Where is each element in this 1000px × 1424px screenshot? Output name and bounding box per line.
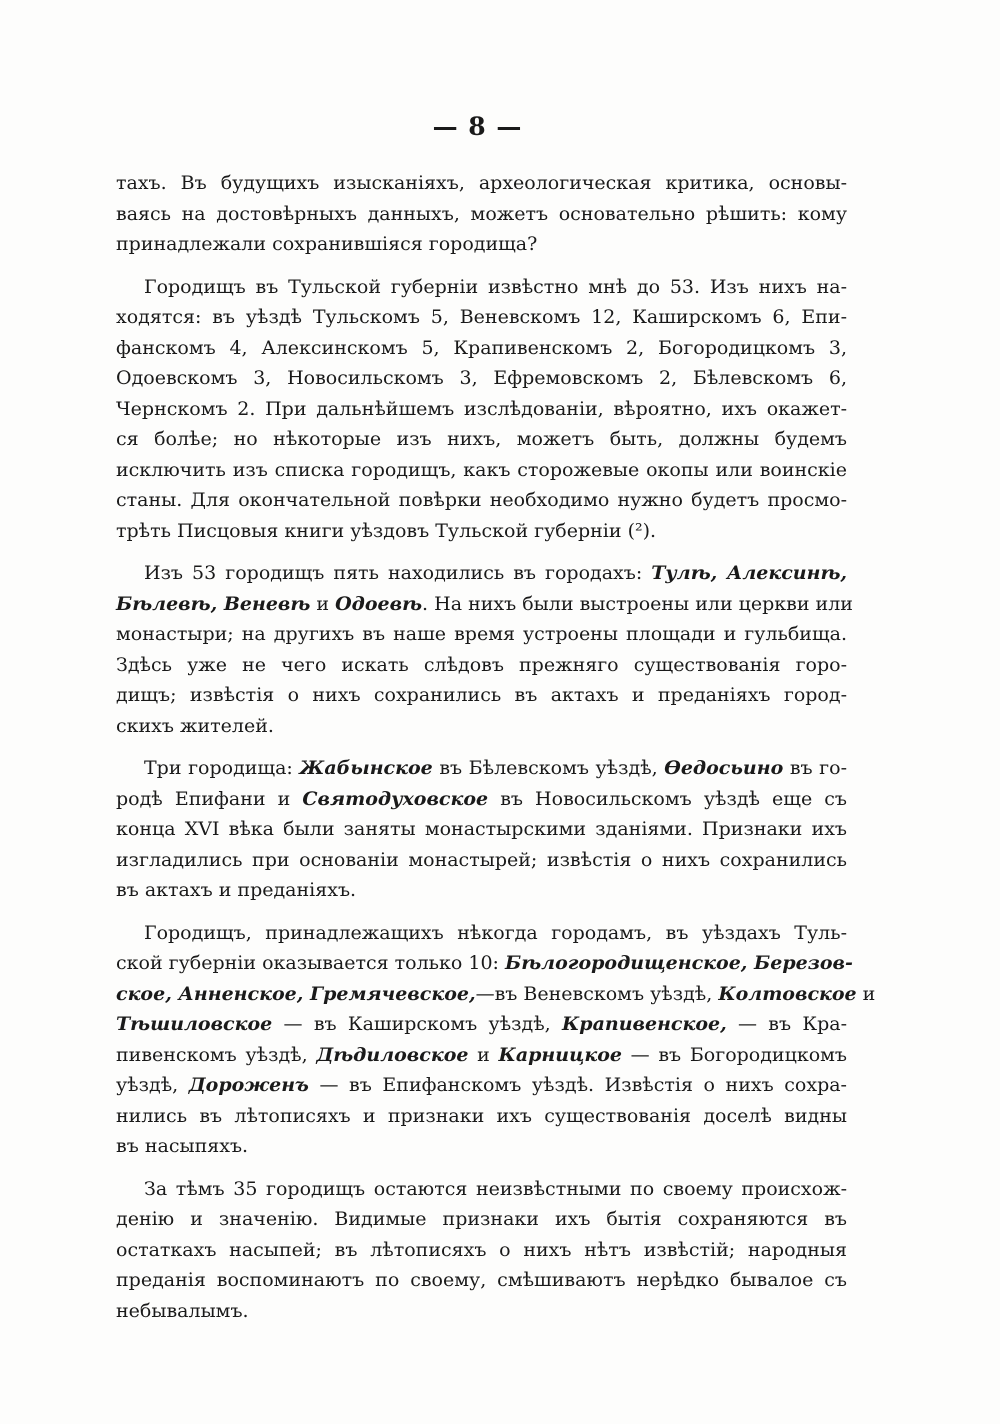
text-line [116, 302, 847, 333]
text-line [116, 333, 847, 364]
emphasized-name: Бѣлевѣ, Веневѣ [116, 592, 311, 615]
text-segment: Чернскомъ 2. При дальнѣйшемъ изслѣдованiи, вѣроятно, ихъ окажет- [116, 397, 847, 420]
text-segment: монастыри; на другихъ въ наше время устроены площади и гульбища. [116, 623, 847, 645]
text-segment: остаткахъ насыпей; въ лѣтописяхъ о нихъ нѣтъ извѣстiй; народныя [116, 1238, 847, 1261]
emphasized-name: Тулѣ, Алексинѣ, [651, 562, 847, 584]
text-segment: изгладились при основанiи монастырей; извѣстiя о нихъ сохранились [116, 848, 847, 871]
emphasized-name: Крапивенское, [562, 1013, 727, 1035]
text-line [116, 516, 847, 547]
paragraph [116, 918, 876, 1162]
text-line [116, 979, 876, 1010]
text-segment: въ Бѣлевскомъ уѣздѣ, [432, 757, 665, 779]
emphasized-name: Ѳедосьино [664, 757, 784, 779]
emphasized-name: Дороженъ [188, 1074, 309, 1096]
text-line [116, 784, 847, 815]
text-line [116, 1174, 847, 1205]
text-line [116, 424, 847, 455]
text-segment: . На нихъ были выстроены или церкви или [422, 592, 853, 615]
text-segment: денiю и значенiю. Видимые признаки ихъ бытiя сохраняются въ [116, 1208, 847, 1230]
text-segment: въ насыпяхъ. [116, 1135, 249, 1157]
text-segment: преданiя воспоминаютъ по своему, смѣшиваютъ нерѣдко бывалое съ [116, 1269, 847, 1291]
text-segment: въ го- [783, 757, 847, 779]
text-segment: родѣ Епифани и [116, 787, 303, 810]
text-line [116, 918, 847, 949]
text-segment: — въ Кра- [726, 1013, 847, 1035]
text-line [116, 272, 847, 303]
text-segment: скихъ жителей. [116, 714, 274, 737]
text-segment: ской губернiи оказывается только 10: [116, 952, 505, 974]
text-line [116, 589, 853, 620]
text-line [116, 1131, 847, 1162]
text-segment: — въ Епифанскомъ уѣздѣ. Извѣстiя о нихъ сохра- [308, 1074, 847, 1096]
text-segment: ваясь на достовѣрныхъ данныхъ, можетъ основательно рѣшить: кому [116, 202, 847, 225]
text-segment: и [310, 592, 336, 615]
text-line [116, 199, 847, 230]
text-line [116, 229, 847, 260]
text-segment: исключить изъ списка городищъ, какъ сторожевые окопы или воинскiе [116, 458, 847, 481]
text-line [116, 711, 847, 742]
paragraph [116, 558, 853, 741]
text-segment: Городищъ въ Тульской губернiи извѣстно мнѣ до 53. Изъ нихъ на- [144, 275, 847, 298]
text-segment: пивенскомъ уѣздѣ, [116, 1043, 317, 1066]
text-line [116, 1204, 847, 1235]
text-line [116, 168, 847, 199]
text-segment: тахъ. Въ будущихъ изысканiяхъ, археологическая критика, основы- [116, 172, 847, 194]
text-segment: и [856, 982, 876, 1005]
text-line [116, 875, 847, 906]
emphasized-name: Бѣлогородищенское, Березов- [505, 952, 853, 974]
text-line [116, 558, 847, 589]
text-line [116, 1040, 847, 1071]
emphasized-name: Тѣшиловское [116, 1013, 273, 1035]
text-line [116, 1265, 847, 1296]
text-segment: Изъ 53 городищъ пять находились въ городахъ: [144, 562, 652, 584]
text-segment: За тѣмъ 35 городищъ остаются неизвѣстными по своему происхож- [144, 1177, 847, 1200]
text-line [116, 753, 847, 784]
text-segment: принадлежали сохранившiяся городища? [116, 233, 538, 255]
emphasized-name: ское, Анненское, Гремячевское, [116, 982, 476, 1005]
emphasized-name: Святодуховское [302, 787, 489, 810]
text-segment: станы. Для окончательной повѣрки необходимо нужно будетъ просмо- [116, 489, 847, 511]
text-segment: Здѣсь уже не чего искать слѣдовъ прежняго существованiя горо- [116, 653, 847, 676]
text-segment: Городищъ, принадлежащихъ нѣкогда городамъ, въ уѣздахъ Туль- [144, 921, 847, 944]
text-segment: нились въ лѣтописяхъ и признаки ихъ существованiя доселѣ видны [116, 1104, 847, 1127]
text-line [116, 1070, 847, 1101]
text-segment: Три городища: [144, 757, 300, 779]
paragraph [116, 753, 847, 906]
paragraph [116, 1174, 847, 1327]
paragraph [116, 168, 847, 260]
emphasized-name: Карницкое [498, 1043, 622, 1066]
text-line [116, 680, 847, 711]
text-segment: — въ Каширскомъ уѣздѣ, [272, 1013, 562, 1035]
text-segment: ся болѣе; но нѣкоторые изъ нихъ, можетъ быть, должны будемъ [116, 428, 847, 450]
text-line [116, 394, 847, 425]
text-segment: ходятся: въ уѣздѣ Тульскомъ 5, Веневскомъ 12, Каширскомъ 6, Епи- [116, 306, 847, 328]
emphasized-name: Одоевѣ [335, 592, 423, 615]
text-segment: Одоевскомъ 3, Новосильскомъ 3, Ефремовскомъ 2, Бѣлевскомъ 6, [116, 367, 847, 389]
text-line [116, 485, 847, 516]
text-line [116, 814, 847, 845]
emphasized-name: Дѣдиловское [316, 1043, 469, 1066]
text-segment: въ актахъ и преданiяхъ. [116, 879, 357, 901]
text-segment: въ Новосильскомъ уѣздѣ еще съ [488, 787, 847, 810]
emphasized-name: Жабынское [299, 757, 433, 779]
body-text [116, 168, 876, 1338]
text-line [116, 1296, 847, 1327]
text-line [116, 1101, 847, 1132]
text-segment: небывалымъ. [116, 1299, 249, 1322]
page-number: — 8 — [432, 112, 523, 141]
text-line [116, 455, 847, 486]
paragraph [116, 272, 847, 547]
text-segment: конца XVI вѣка были заняты монастырскими зданiями. Признаки ихъ [116, 818, 847, 840]
text-line [116, 650, 847, 681]
text-line [116, 1235, 847, 1266]
text-segment: —въ Веневскомъ уѣздѣ, [475, 982, 719, 1005]
text-segment: трѣть Писцовыя книги уѣздовъ Тульской губернiи (²). [116, 519, 657, 542]
emphasized-name: Колтовское [718, 982, 857, 1005]
text-segment: фанскомъ 4, Алексинскомъ 5, Крапивенскомъ 2, Богородицкомъ 3, [116, 336, 847, 359]
text-line [116, 1009, 847, 1040]
text-segment: и [468, 1043, 499, 1066]
text-line [116, 948, 853, 979]
text-segment: уѣздѣ, [116, 1074, 189, 1096]
text-segment: — въ Богородицкомъ [621, 1043, 847, 1066]
text-line [116, 619, 847, 650]
text-segment: дищъ; извѣстiя о нихъ сохранились въ актахъ и преданiяхъ город- [116, 684, 847, 706]
text-line [116, 363, 847, 394]
text-line [116, 845, 847, 876]
